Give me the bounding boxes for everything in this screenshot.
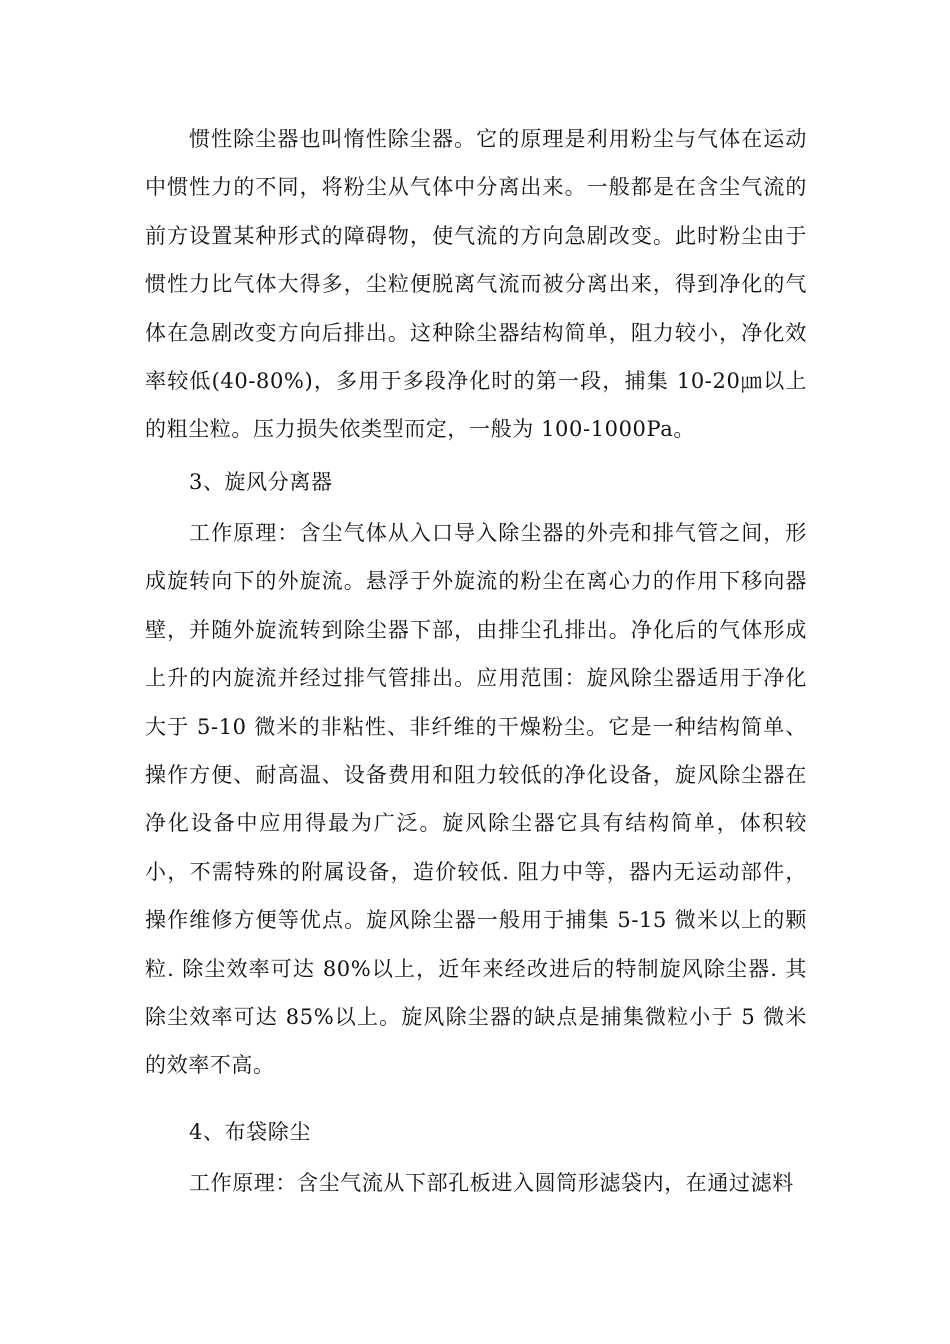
paragraph-inertial-dust-collector: 惯性除尘器也叫惰性除尘器。它的原理是利用粉尘与气体在运动中惯性力的不同，将粉尘从气体中分离出来。一般都是在含尘气流的前方设置某种形式的障碍物，使气流的方向急剧改变。此时粉尘由于惯性力比气体大得多，尘粒便脱离气流而被分离出来，得到净化的气体在急剧改变方向后排出。这种除尘器结构简单，阻力较小，净化效率较低(40-80%)，多用于多段净化时的第一段，捕集 10-20㎛以上的粗尘粒。压力损失依类型而定，一般为 100-1000Pa。 <box>145 127 807 442</box>
paragraph-bag-filter: 工作原理：含尘气流从下部孔板进入圆筒形滤袋内，在通过滤料 <box>189 1171 794 1195</box>
paragraph-cyclone-separator: 工作原理：含尘气体从入口导入除尘器的外壳和排气管之间，形成旋转向下的外旋流。悬浮于外旋流的粉尘在离心力的作用下移向器壁，并随外旋流转到除尘器下部，由排尘孔排出。净化后的气体形成上升的内旋流并经过排气管排出。应用范围：旋风除尘器适用于净化大于 5-10 微米的非粘性、非纤维的干燥粉尘。它是一种结构简单、操作方便、耐高温、设备费用和阻力较低的净化设备，旋风除尘器在净化设备中应用得最为广泛。旋风除尘器它具有结构简单，体积较小，不需特殊的附属设备，造价较低. 阻力中等，器内无运动部件，操作维修方便等优点。旋风除尘器一般用于捕集 5-15 微米以上的颗粒. 除尘效率可达 80%以上，近年来经改进后的特制旋风除尘器. 其除尘效率可达 85%以上。旋风除尘器的缺点是捕集微粒小于 5 微米的效率不高。 <box>145 521 807 1078</box>
section-heading-cyclone-separator: 3、旋风分离器 <box>189 470 333 494</box>
section-heading-bag-filter: 4、布袋除尘 <box>189 1120 311 1144</box>
